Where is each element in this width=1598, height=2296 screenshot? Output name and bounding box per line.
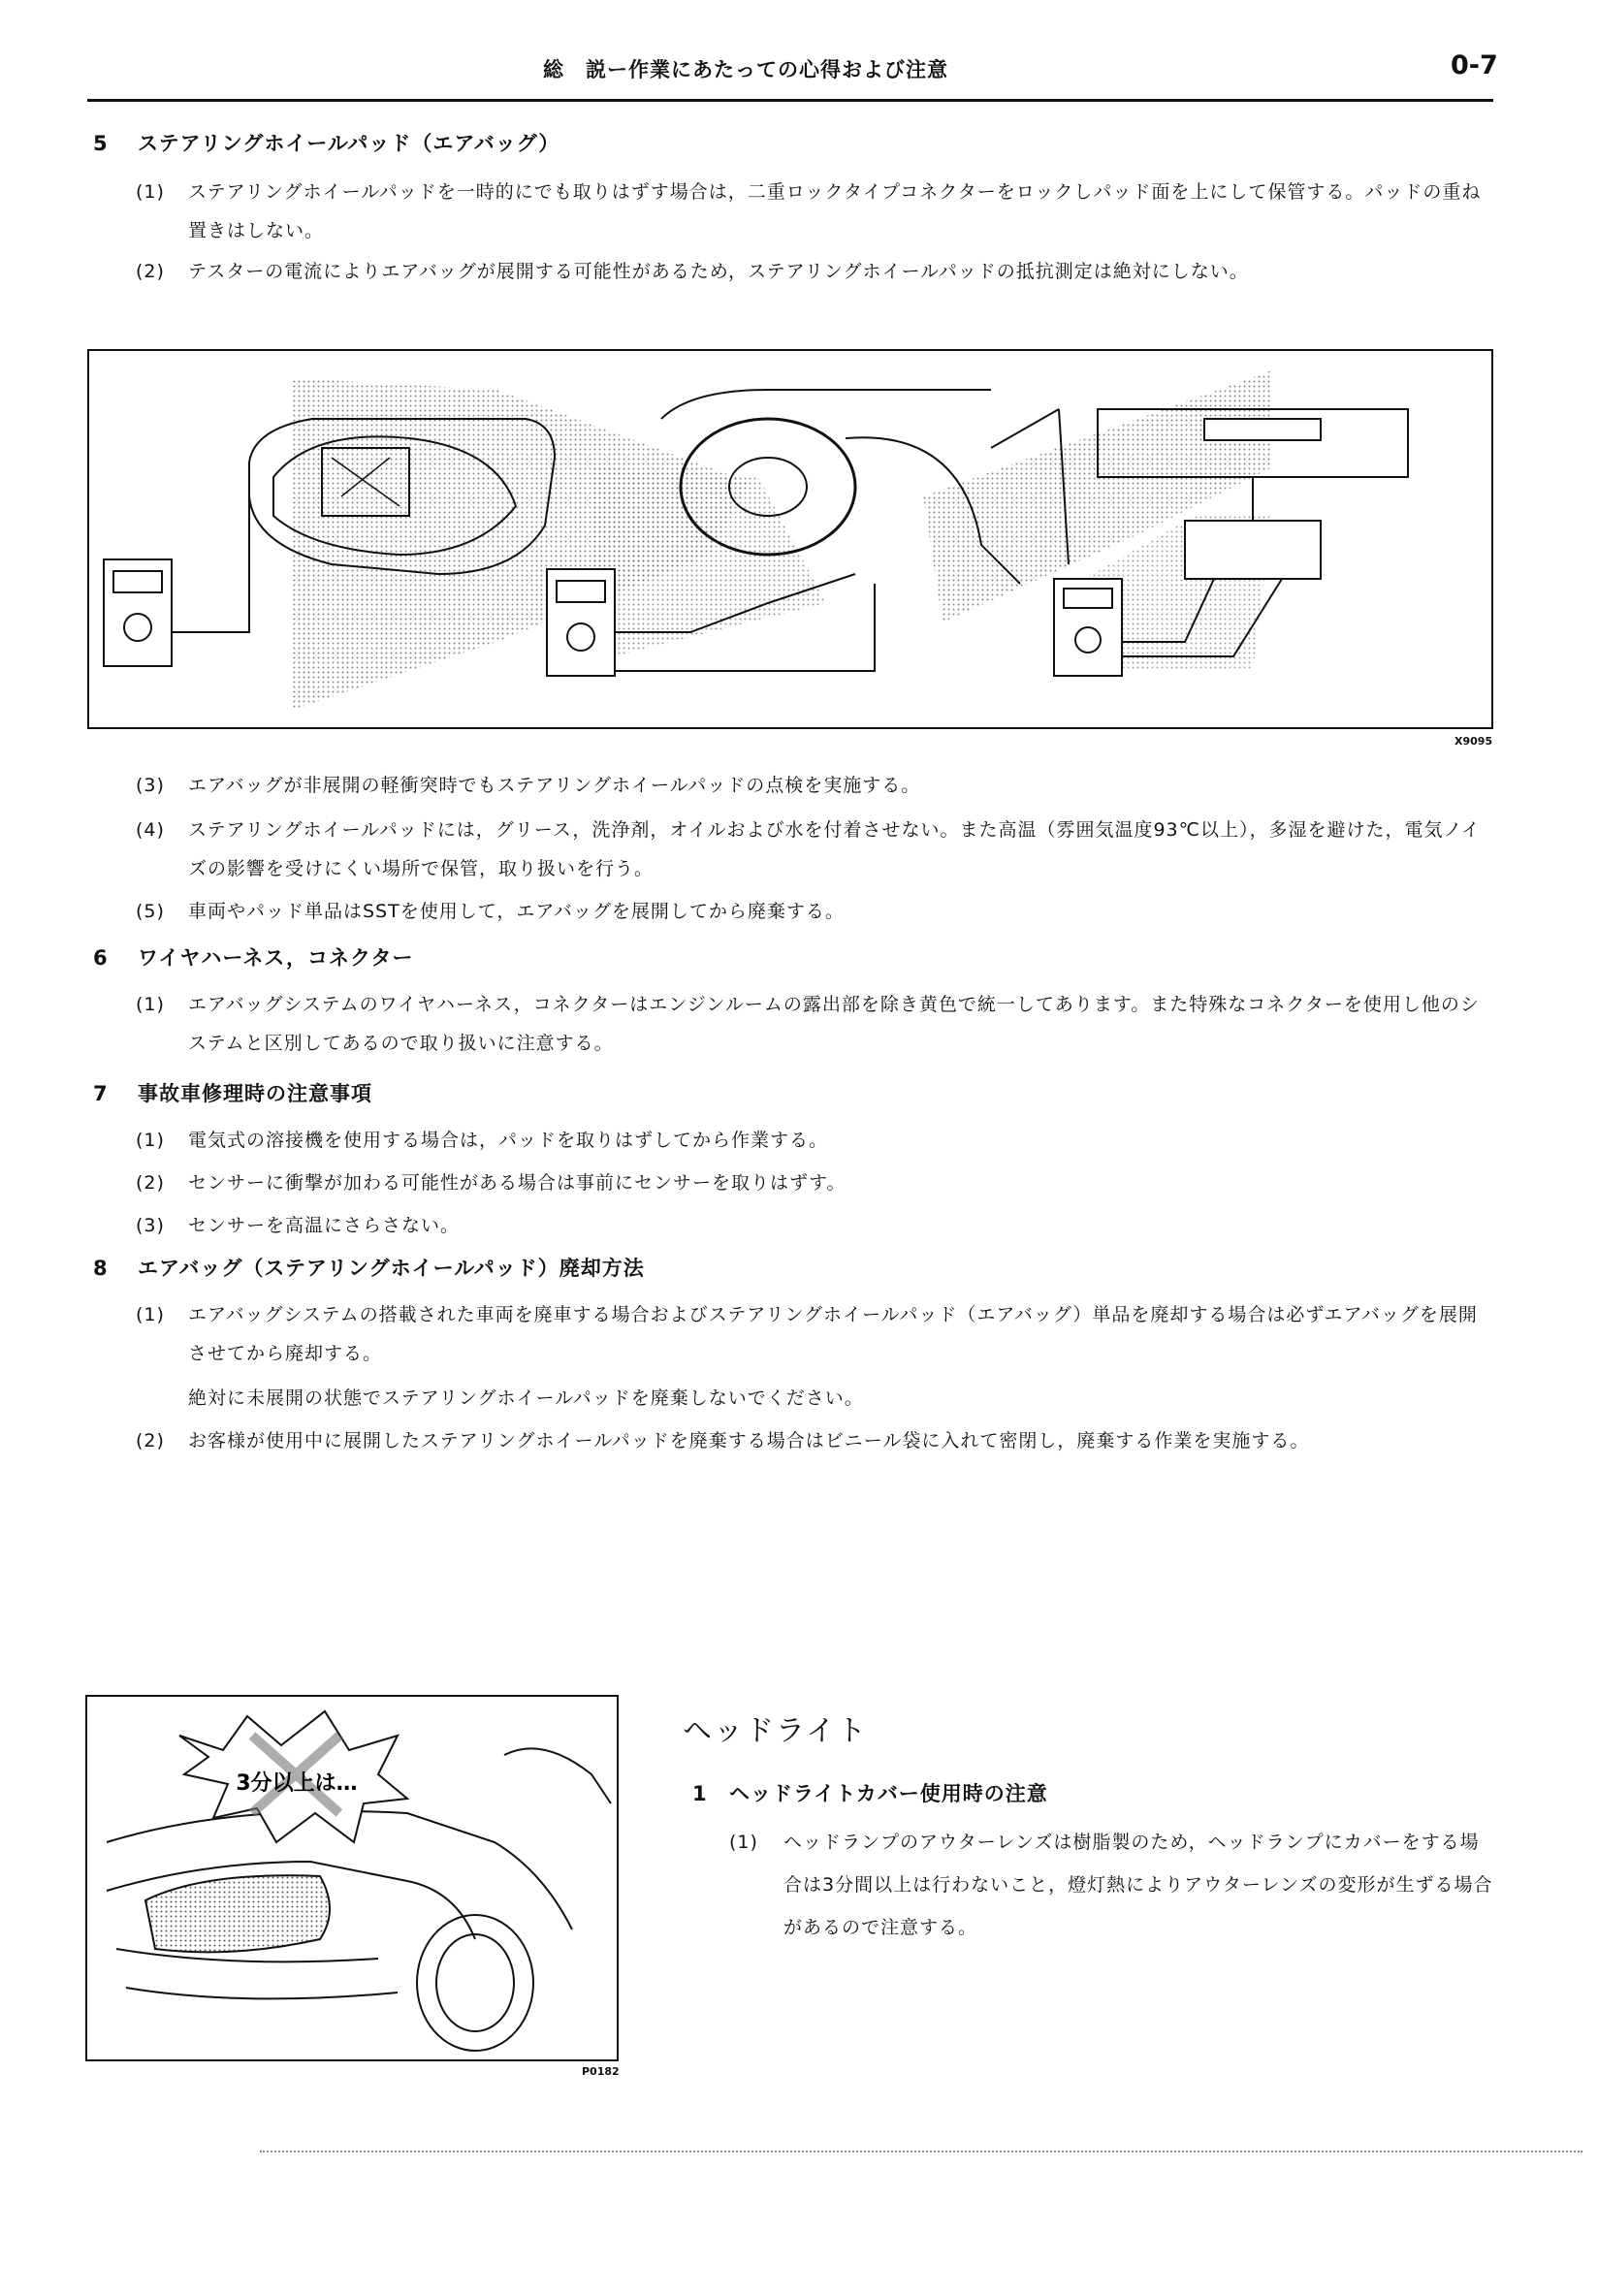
item-number: (1) [136, 1304, 165, 1325]
item-text: 車両やパッド単品はSSTを使用して，エアバッグを展開してから廃棄する。 [188, 901, 845, 922]
bottom-dotted-rule [260, 2151, 1582, 2152]
headlight-section-title [692, 1778, 1048, 1807]
section-title-text: ステアリングホイールパッド（エアバッグ） [138, 132, 560, 155]
item-text: エアバッグシステムのワイヤハーネス，コネクターはエンジンルームの露出部を除き黄色で統一してあります。また特殊なコネクターを使用し他のシステムと区別してあるので取り扱いに注意する。 [188, 994, 1480, 1054]
item-text: エアバッグが非展開の軽衝突時でもステアリングホイールパッドの点検を実施する。 [188, 775, 921, 796]
airbag-multimeter-figure [87, 349, 1493, 729]
figure-code-headlight: P0182 [582, 2065, 620, 2078]
item-text: ステアリングホイールパッドを一時的にでも取りはずす場合は，二重ロックタイプコネクターをロックしパッド面を上にして保管する。パッドの重ね置きはしない。 [188, 181, 1482, 241]
headlight-title: ヘッドライト [683, 1714, 869, 1748]
item-number: (3) [136, 1215, 165, 1236]
item-number: (4) [136, 819, 165, 841]
section-title-text: ヘッドライトカバー使用時の注意 [729, 1782, 1048, 1805]
multimeter-illustration [89, 351, 1491, 727]
item-number: (1) [729, 1832, 758, 1853]
item-number: (1) [136, 994, 165, 1015]
section-number: 1 [692, 1782, 708, 1805]
item-number: (2) [136, 1172, 165, 1194]
item-number: (5) [136, 901, 165, 922]
section-number: 5 [93, 132, 109, 155]
item-text: 電気式の溶接機を使用する場合は，パッドを取りはずしてから作業する。 [188, 1130, 829, 1151]
item-text: お客様が使用中に展開したステアリングホイールパッドを廃棄する場合はビニール袋に入れて密閉し，廃棄する作業を実施する。 [188, 1430, 1310, 1451]
item-number: (1) [136, 1130, 165, 1151]
item-note: 絶対に未展開の状態でステアリングホイールパッドを廃棄しないでください。 [188, 1387, 864, 1409]
section-title-text: 事故車修理時の注意事項 [138, 1082, 372, 1105]
item-text: エアバッグシステムの搭載された車両を廃車する場合およびステアリングホイールパッド（エアバッグ）単品を廃却する場合は必ずエアバッグを展開させてから廃却する。 [188, 1304, 1478, 1364]
page-header-title: 総 説ー作業にあたっての心得および注意 [543, 58, 948, 81]
figure-code: X9095 [1454, 735, 1493, 748]
item-text: ヘッドランプのアウターレンズは樹脂製のため，ヘッドランプにカバーをする場合は3分間以上は行わないこと，燈灯熱によりアウターレンズの変形が生ずる場合があるので注意する。 [783, 1832, 1493, 1938]
item-text: センサーに衝撃が加わる可能性がある場合は事前にセンサーを取りはずす。 [188, 1172, 847, 1194]
section-number: 8 [93, 1257, 109, 1280]
figure-callout: 3分以上は… [236, 1771, 358, 1796]
headlight-cover-figure [85, 1695, 619, 2061]
item-number: (2) [136, 261, 165, 282]
section-title-text: エアバッグ（ステアリングホイールパッド）廃却方法 [138, 1257, 645, 1280]
item-text: ステアリングホイールパッドには，グリース，洗浄剤，オイルおよび水を付着させない。また高温（雰囲気温度93℃以上），多湿を避けた，電気ノイズの影響を受けにくい場所で保管，取り扱いを行う。 [188, 819, 1481, 879]
headlight-illustration [87, 1697, 617, 2059]
item-number: (2) [136, 1430, 165, 1451]
section-6-title [93, 942, 414, 972]
section-number: 6 [93, 946, 109, 970]
page-number: 0-7 [1451, 50, 1498, 80]
section-5-title [93, 128, 559, 157]
section-8-title [93, 1253, 645, 1282]
item-number: (3) [136, 775, 165, 796]
item-text: センサーを高温にさらさない。 [188, 1215, 461, 1236]
section-number: 7 [93, 1082, 109, 1105]
item-number: (1) [136, 181, 165, 203]
section-7-title [93, 1078, 372, 1107]
item-text: テスターの電流によりエアバッグが展開する可能性があるため，ステアリングホイールパッドの抵抗測定は絶対にしない。 [188, 261, 1249, 282]
header-rule [87, 99, 1493, 102]
section-title-text: ワイヤハーネス，コネクター [138, 946, 414, 970]
